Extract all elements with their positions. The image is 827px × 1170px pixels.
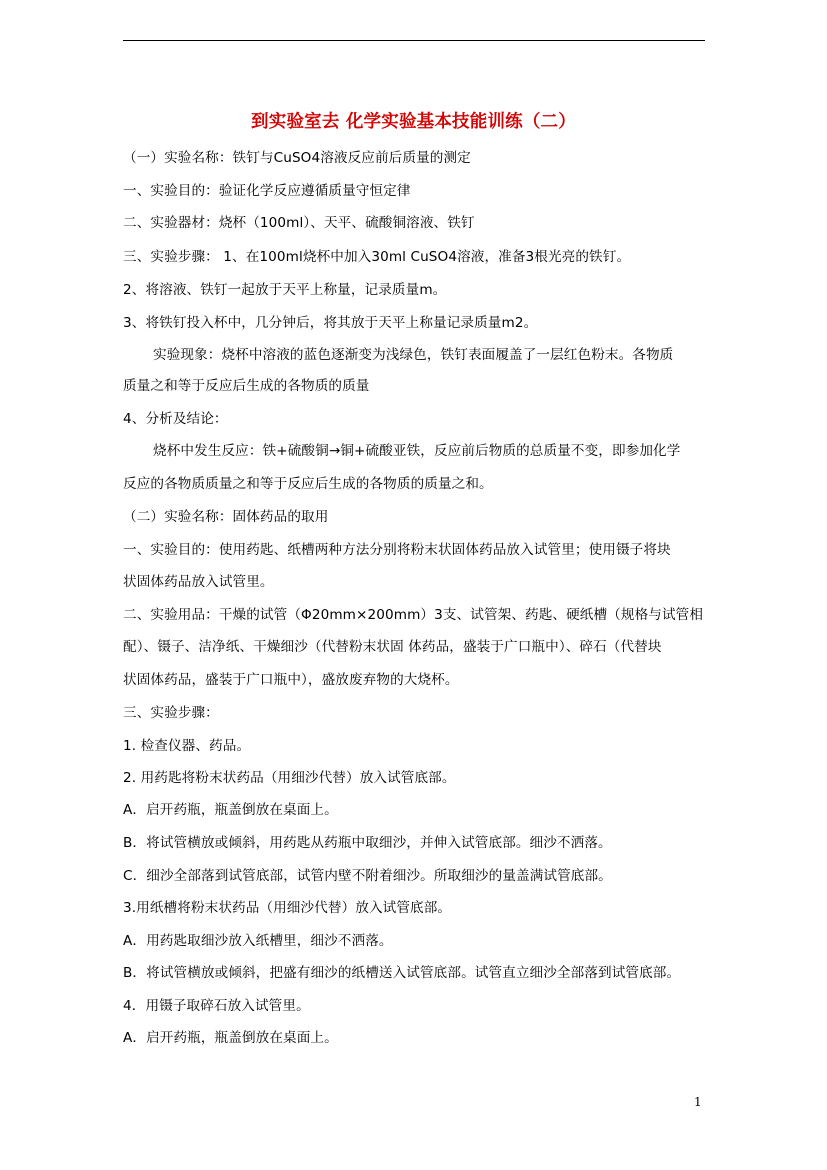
experiment-2-step-3: 3.用纸槽将粉末状药品（用细沙代替）放入试管底部。 — [123, 900, 452, 916]
experiment-2-step-2a: A．启开药瓶，瓶盖倒放在桌面上。 — [123, 802, 338, 818]
experiment-2-step-2: 2. 用药匙将粉末状药品（用细沙代替）放入试管底部。 — [123, 770, 456, 786]
experiment-1-purpose: 一、实验目的：验证化学反应遵循质量守恒定律 — [123, 183, 411, 199]
experiment-2-purpose-cont: 状固体药品放入试管里。 — [123, 574, 274, 590]
experiment-1-equipment: 二、实验器材：烧杯（100ml）、天平、硫酸铜溶液、铁钉 — [123, 215, 475, 231]
experiment-2-materials-cont-2: 状固体药品，盛装于广口瓶中），盛放废弃物的大烧杯。 — [123, 672, 459, 688]
experiment-2-step-4a: A．启开药瓶，瓶盖倒放在桌面上。 — [123, 1030, 338, 1046]
experiment-2-step-2b: B．将试管横放或倾斜，用药匙从药瓶中取细沙，并伸入试管底部。细沙不洒落。 — [123, 835, 612, 851]
document-title: 到实验室去 化学实验基本技能训练（二） — [251, 112, 576, 132]
experiment-2-materials-cont-1: 配）、镊子、洁净纸、干燥细沙（代替粉末状固 体药品，盛装于广口瓶中）、碎石（代替块 — [123, 639, 662, 655]
experiment-2-step-3a: A．用药匙取细沙放入纸槽里，细沙不洒落。 — [123, 933, 393, 949]
experiment-1-step-1: 三、实验步骤： 1、在100ml烧杯中加入30ml CuSO4溶液，准备3根光亮的铁钉。 — [123, 249, 631, 265]
experiment-2-step-1: 1. 检查仪器、药品。 — [123, 738, 251, 754]
header-rule — [123, 40, 705, 41]
experiment-1-analysis-cont: 反应的各物质质量之和等于反应后生成的各物质的质量之和。 — [123, 476, 493, 492]
experiment-2-steps-heading: 三、实验步骤： — [123, 705, 219, 721]
experiment-1-step-2: 2、将溶液、铁钉一起放于天平上称量，记录质量m。 — [123, 282, 447, 298]
experiment-1-step-3: 3、将铁钉投入杯中，几分钟后，将其放于天平上称量记录质量m2。 — [123, 315, 538, 331]
experiment-2-name: （二）实验名称：固体药品的取用 — [123, 509, 329, 525]
experiment-1-phenomenon-cont: 质量之和等于反应后生成的各物质的质量 — [123, 378, 370, 394]
experiment-1-name: （一）实验名称：铁钉与CuSO4溶液反应前后质量的测定 — [123, 150, 471, 166]
experiment-1-phenomenon: 实验现象：烧杯中溶液的蓝色逐渐变为浅绿色，铁钉表面履盖了一层红色粉末。各物质 — [153, 347, 674, 363]
experiment-2-step-2c: C．细沙全部落到试管底部，试管内壁不附着细沙。所取细沙的量盖满试管底部。 — [123, 868, 612, 884]
experiment-2-step-4: 4．用镊子取碎石放入试管里。 — [123, 998, 310, 1014]
experiment-1-analysis: 烧杯中发生反应：铁+硫酸铜→铜+硫酸亚铁，反应前后物质的总质量不变，即参加化学 — [153, 443, 681, 459]
experiment-2-step-3b: B．将试管横放或倾斜，把盛有细沙的纸槽送入试管底部。试管直立细沙全部落到试管底部。 — [123, 965, 681, 981]
experiment-2-purpose: 一、实验目的：使用药匙、纸槽两种方法分别将粉末状固体药品放入试管里；使用镊子将块 — [123, 542, 671, 558]
experiment-1-analysis-heading: 4、分析及结论： — [123, 411, 228, 427]
page-number: 1 — [694, 1095, 702, 1109]
experiment-2-materials: 二、实验用品：干燥的试管（Φ20mm×200mm）3支、试管架、药匙、硬纸槽（规格与试管相 — [123, 607, 704, 623]
